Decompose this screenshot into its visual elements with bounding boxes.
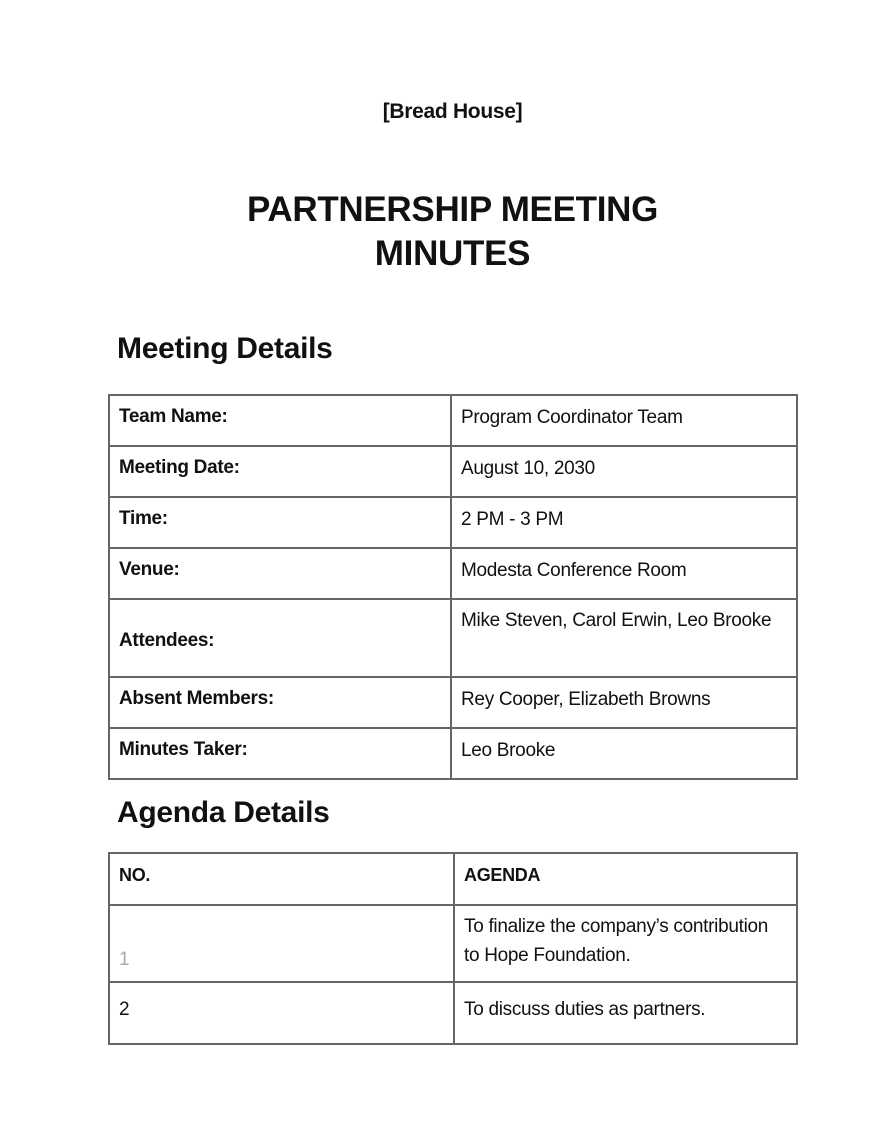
meeting-details-heading: Meeting Details — [117, 332, 333, 365]
table-header-row — [109, 853, 797, 905]
attendees-label: Attendees: — [109, 599, 451, 677]
meeting-date-value: August 10, 2030 — [451, 446, 797, 497]
table-row — [109, 497, 797, 548]
team-name-value: Program Coordinator Team — [451, 395, 797, 446]
minutes-taker-value: Leo Brooke — [451, 728, 797, 779]
minutes-taker-label: Minutes Taker: — [109, 728, 451, 779]
agenda-details-heading: Agenda Details — [117, 796, 330, 829]
agenda-item: To discuss duties as partners. — [454, 982, 797, 1044]
table-row — [109, 905, 797, 982]
time-value: 2 PM - 3 PM — [451, 497, 797, 548]
table-row — [109, 728, 797, 779]
absent-members-label: Absent Members: — [109, 677, 451, 728]
venue-value: Modesta Conference Room — [451, 548, 797, 599]
table-row — [109, 599, 797, 677]
page-title-line-1: PARTNERSHIP MEETING — [246, 190, 659, 229]
column-header-no: NO. — [109, 853, 454, 905]
table-row — [109, 446, 797, 497]
table-row — [109, 548, 797, 599]
table-row — [109, 677, 797, 728]
agenda-number: 1 — [109, 905, 454, 982]
attendees-value: Mike Steven, Carol Erwin, Leo Brooke — [451, 599, 797, 677]
company-name: [Bread House] — [382, 100, 523, 123]
time-label: Time: — [109, 497, 451, 548]
meeting-date-label: Meeting Date: — [109, 446, 451, 497]
venue-label: Venue: — [109, 548, 451, 599]
agenda-item: To finalize the company’s contribution to Hope Foundation. — [454, 905, 797, 982]
meeting-details-table — [108, 394, 798, 780]
absent-members-value: Rey Cooper, Elizabeth Browns — [451, 677, 797, 728]
table-row — [109, 982, 797, 1044]
agenda-table — [108, 852, 798, 1045]
agenda-number: 2 — [109, 982, 454, 1044]
page-title-line-2: MINUTES — [374, 234, 531, 273]
page-title — [0, 188, 880, 276]
team-name-label: Team Name: — [109, 395, 451, 446]
column-header-agenda: AGENDA — [454, 853, 797, 905]
table-row — [109, 395, 797, 446]
